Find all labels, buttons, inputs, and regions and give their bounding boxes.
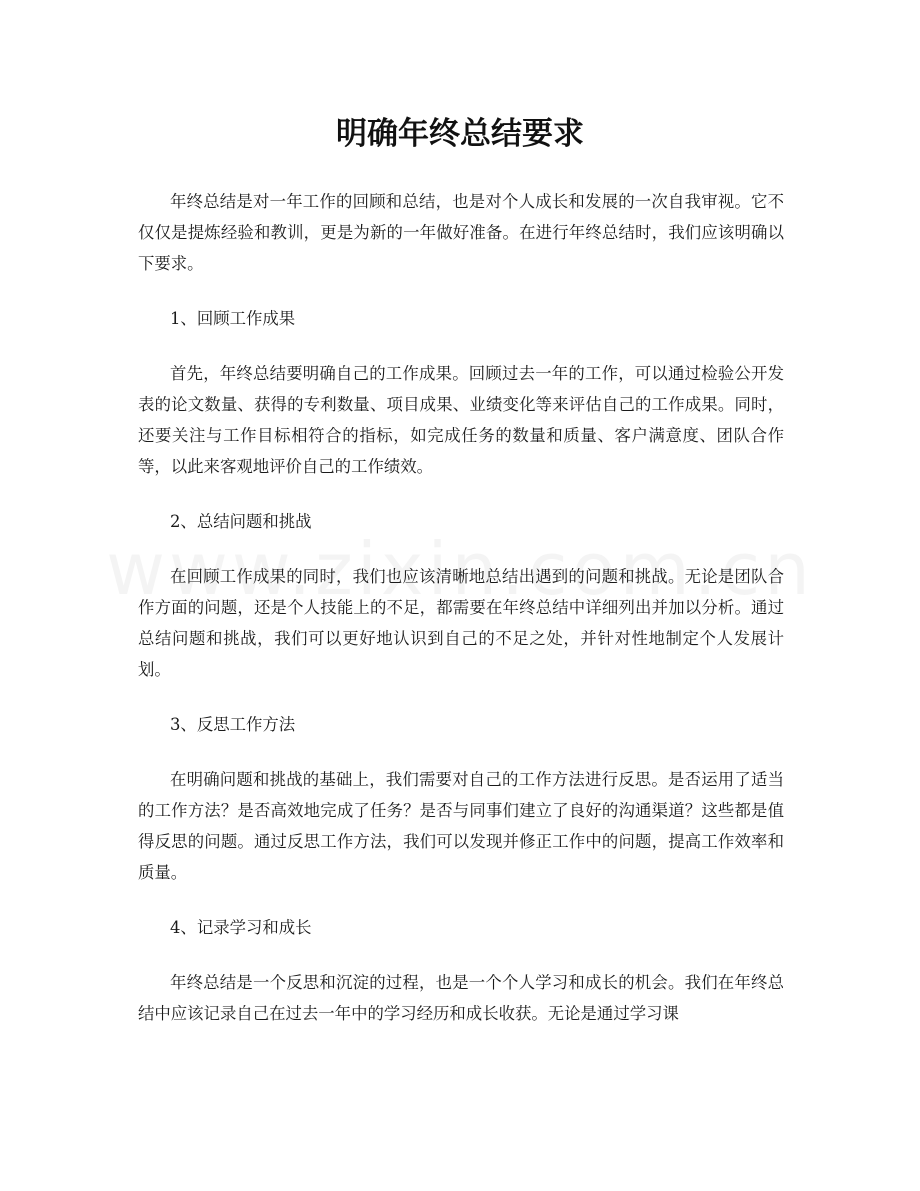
section-paragraph-4: 年终总结是一个反思和沉淀的过程，也是一个个人学习和成长的机会。我们在年终总结中应该记录自己在过去一年中的学习经历和成长收获。无论是通过学习课 [138, 973, 784, 1023]
section-paragraph-2: 在回顾工作成果的同时，我们也应该清晰地总结出遇到的问题和挑战。无论是团队合作方面的问题，还是个人技能上的不足，都需要在年终总结中详细列出并加以分析。通过总结问题和挑战，我们可以更好地认识到自己的不足之处，并针对性地制定个人发展计划。 [138, 567, 784, 679]
section-paragraph-1: 首先，年终总结要明确自己的工作成果。回顾过去一年的工作，可以通过检验公开发表的论文数量、获得的专利数量、项目成果、业绩变化等来评估自己的工作成果。同时，还要关注与工作目标相符合的指标，如完成任务的数量和质量、客户满意度、团队合作等，以此来客观地评价自己的工作绩效。 [138, 364, 784, 476]
section-heading-1: 1、回顾工作成果 [170, 309, 296, 328]
section-heading-2: 2、总结问题和挑战 [170, 512, 312, 531]
section-heading-3: 3、反思工作方法 [170, 715, 296, 734]
section-paragraph-3: 在明确问题和挑战的基础上，我们需要对自己的工作方法进行反思。是否运用了适当的工作方法？是否高效地完成了任务？是否与同事们建立了良好的沟通渠道？这些都是值得反思的问题。通过反思工作方法，我们可以发现并修正工作中的问题，提高工作效率和质量。 [138, 770, 784, 882]
document-title: 明确年终总结要求 [336, 116, 584, 152]
section-heading-4: 4、记录学习和成长 [170, 918, 312, 937]
intro-paragraph: 年终总结是对一年工作的回顾和总结，也是对个人成长和发展的一次自我审视。它不仅仅是提炼经验和教训，更是为新的一年做好准备。在进行年终总结时，我们应该明确以下要求。 [138, 192, 784, 273]
document-body [138, 186, 784, 1053]
